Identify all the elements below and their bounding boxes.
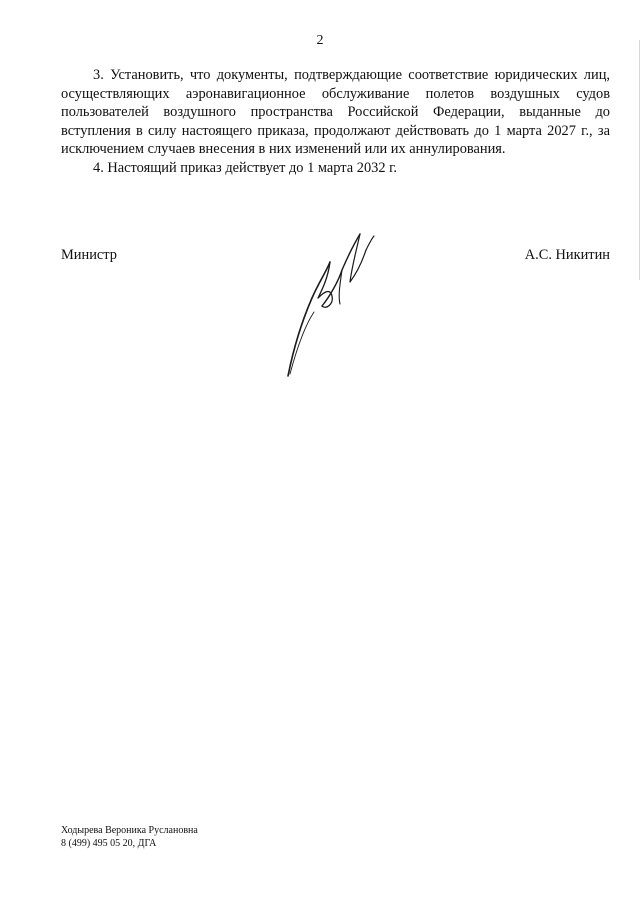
paragraph-4: 4. Настоящий приказ действует до 1 марта 2032 г.: [93, 159, 398, 176]
executor-block: [61, 824, 198, 850]
paragraph-3: 3. Установить, что документы, подтверждающие соответствие юридических лиц, осуществляющих аэронавигационное обслуживание полетов воздушных судов пользователей воздушного пространства Российской Федерации, выданные до вступления в силу настоящего приказа, продолжают действовать до 1 марта 2027 г., за исключением случаев внесения в них изменений или их аннулирования.: [61, 67, 610, 158]
signatory-position: Министр: [61, 247, 117, 263]
signatory-name: А.С. Никитин: [524, 247, 610, 263]
executor-contact: 8 (499) 495 05 20, ДГА: [61, 838, 157, 849]
page-number: 2: [316, 33, 324, 48]
executor-name: Ходырева Вероника Руслановна: [61, 825, 198, 836]
document-body: [61, 66, 610, 178]
handwritten-signature: [282, 226, 378, 384]
